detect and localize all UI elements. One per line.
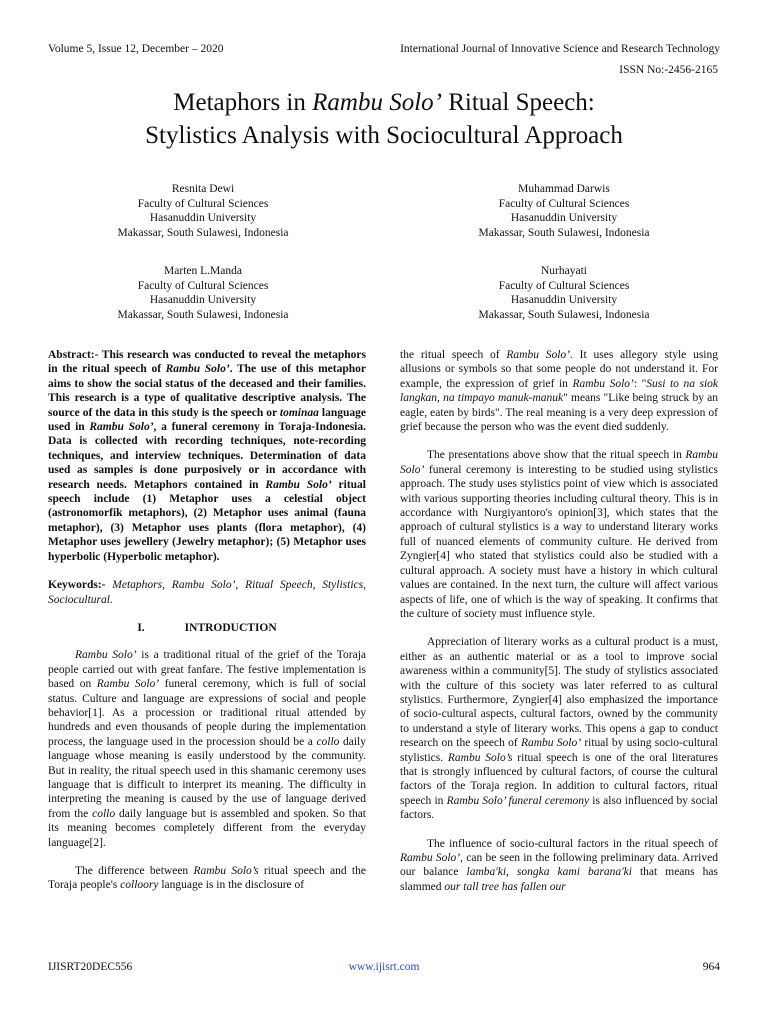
body-text: ritual by using socio-cultural stylistics. [400,737,718,764]
author-city: Makassar, South Sulawesi, Indonesia [478,226,650,239]
body-text: Appreciation of literary works as a cultural product is a must, either as an authentic material or as a tool to improve social awareness within a community[5]. The study of stylistics associated with the culture of this society was later referred to as cultural stylistics. Furthermore, Zyngier[4] also emphasized the importance of socio-cultural aspects, cultural factors, owned by the community to understand a style of literary works. This opens a gap to conduct research on the speech of [400,636,718,750]
title-line1-pre: Metaphors in [173,89,313,116]
title-line1-em: Rambu Solo’ [312,89,442,116]
em-text: Rambu Solo’ [96,678,160,691]
author-name: Resnita Dewi [171,183,235,195]
author-block [439,182,689,240]
author-university: Hasanuddin University [149,294,257,306]
body-text: is also influenced by social factors. [400,794,718,822]
author-university: Hasanuddin University [510,212,618,224]
author-city: Makassar, South Sulawesi, Indonesia [478,308,650,321]
body-text: The presentations above show that the ritual speech in [427,449,686,462]
body-text: The difference between [75,865,194,877]
em-text: Rambu Solo’ [400,852,461,864]
em-text: Rambu Solo’ [520,737,582,750]
body-text: The influence of socio-cultural factors in the ritual speech of [427,837,718,850]
body-text: is a traditional ritual of the grief of the Toraja people carried out with great fanfare. The festive implementation is based on [48,649,366,691]
author-city: Makassar, South Sulawesi, Indonesia [117,308,289,321]
em-text: Rambu Solo’ [75,649,137,662]
em-text: Rambu Solo’s [447,751,513,764]
left-column [48,348,366,893]
em-text: collo [316,735,340,748]
abstract-em: tominaa [279,406,319,419]
em-text: Rambu Solo’ [506,349,571,361]
body-text: the ritual speech of [400,349,507,361]
em-text: lamba'ki, songka kami barana'ki [466,866,632,879]
abstract [48,348,366,564]
author-name: Nurhayati [541,265,587,277]
body-text: . It uses allegory style using allusions or symbols so that some people do not understand it. For example, the expression of grief in [400,349,718,390]
journal-name: International Journal of Innovative Science and Research Technology [400,43,720,55]
author-name: Marten L.Manda [164,265,242,277]
author-name: Muhammad Darwis [518,183,610,195]
em-text: Susi to na siok langkan, na timpayo manuk-manuk [400,377,719,405]
abstract-em: Rambu Solo’ [265,478,332,491]
em-text: colloory [120,879,159,892]
keywords [48,578,366,607]
abstract-text: language used in [48,406,366,434]
author-faculty: Faculty of Cultural Sciences [137,279,269,292]
em-text: Rambu Solo’ funeral ceremony [446,794,590,807]
volume-issue: Volume 5, Issue 12, December – 2020 [48,43,224,55]
em-text: Rambu Solo’ [400,449,718,476]
author-block [78,182,328,240]
abstract-text: , a funeral ceremony in Toraja-Indonesia. Data is collected with recording techniques, note-recording techniques, and interview techniques. Determination of data used as samples is done purposively or in accordance with research needs. Metaphors contained in [48,421,366,491]
em-text: our tall tree has fallen our [444,880,566,893]
right-paragraph-3 [400,635,718,822]
author-faculty: Faculty of Cultural Sciences [498,279,630,292]
abstract-text: . The use of this metaphor aims to show the social status of the deceased and their families. This research is a type of qualitative descriptive analysis. The source of the data in this study is the speech or [48,363,366,419]
paper-code: IJISRT20DEC556 [48,961,133,973]
issn: ISSN No:-2456-2165 [619,64,718,76]
abstract-em: Rambu Solo’ [165,363,230,376]
section-heading [48,621,366,635]
body-text: : " [633,377,647,390]
body-text: that means has slammed [400,866,718,893]
em-text: Rambu Solo’s [193,865,259,877]
journal-url-link[interactable]: www.ijisrt.com [348,961,420,973]
author-university: Hasanuddin University [510,294,618,306]
keywords-text: Metaphors, Rambu Solo’, Ritual Speech, Stylistics, Sociocultural. [48,579,366,606]
section-title: INTRODUCTION [184,621,277,634]
body-text: daily language whose meaning is easily understood by the community. But in reality, the ritual speech used in this shamanic ceremony uses language that is difficult to interpret its meaning. The difficulty in interpreting the meaning is caused by the use of language derived from the [48,735,366,820]
body-text: " means "Like being struck by an eagle, eaten by birds". The real meaning is a very deep expression of grief because the person who was the event died suddenly. [400,392,719,434]
right-paragraph-2 [400,448,718,621]
paper-title [0,86,768,152]
body-text: funeral ceremony is interesting to be studied using stylistics approach. The study uses stylistics point of view which is associated with various supporting theories including cultural theory. This is in accordance with Nurgiyantoro's opinion[3], which states that the approach of cultural stylistics is a way to understand literary works full of nuanced elements of community culture. He derived from Zyngier[4] who stated that stylistics could also be studied with a cultural approach. A society must have a history in which cultural values are contained. In the next turn, the culture will affect various aspects of life, one of which is the way of speaking. It confirms that the culture of society must influence style. [400,463,718,620]
author-faculty: Faculty of Cultural Sciences [137,197,269,210]
abstract-text: ritual speech include (1) Metaphor uses a celestial object (astronomorfik metaphors), (2) Metaphor uses animal (fauna metaphor), (3) Metaphor uses plants (flora metaphor), (4) Metaphor uses jewellery (Jewelry metaphor); (5) Metaphor uses hyperbolic (Hyperbolic metaphor). [48,478,366,563]
body-text: language is in the disclosure of [158,879,305,892]
author-block [439,264,689,322]
page-number: 964 [702,961,720,973]
author-university: Hasanuddin University [149,212,257,224]
intro-paragraph-1 [48,648,366,850]
body-text: ritual speech is one of the oral literatures that is strongly influenced by cultural factors, of course the cultural factors of the Toraja region. In addition to cultural factors, ritual speech in [400,751,718,807]
keywords-label: Keywords:- [48,579,106,592]
intro-paragraph-2 [48,864,366,893]
body-text: funeral ceremony, which is full of social status. Culture and language are expressions of social and people behavior[1]. As a procession or traditional ritual attended by hundreds and even thousands of people during the implementation process, the language used in the procession should be a [48,678,367,748]
right-paragraph-1 [400,348,718,434]
title-line1-post: Ritual Speech: [441,89,595,116]
abstract-em: Rambu Solo’ [89,421,154,434]
right-paragraph-4 [400,837,718,895]
abstract-text: Abstract:- This research was conducted to reveal the metaphors in the ritual speech of [48,349,366,376]
right-column [400,348,718,894]
author-faculty: Faculty of Cultural Sciences [498,197,630,210]
section-number: I. [137,621,145,634]
author-city: Makassar, South Sulawesi, Indonesia [117,226,289,239]
body-text: ritual speech and the Toraja people's [48,865,366,892]
body-text: daily language but is assembled and spoken. So that its meaning becomes completely different from the everyday language[2]. [48,807,366,849]
title-line2: Stylistics Analysis with Sociocultural Approach [145,122,623,149]
em-text: collo [92,807,116,820]
body-text: , can be seen in the following preliminary data. Arrived our balance [400,852,718,879]
author-block [78,264,328,322]
em-text: Rambu Solo’ [572,377,634,390]
